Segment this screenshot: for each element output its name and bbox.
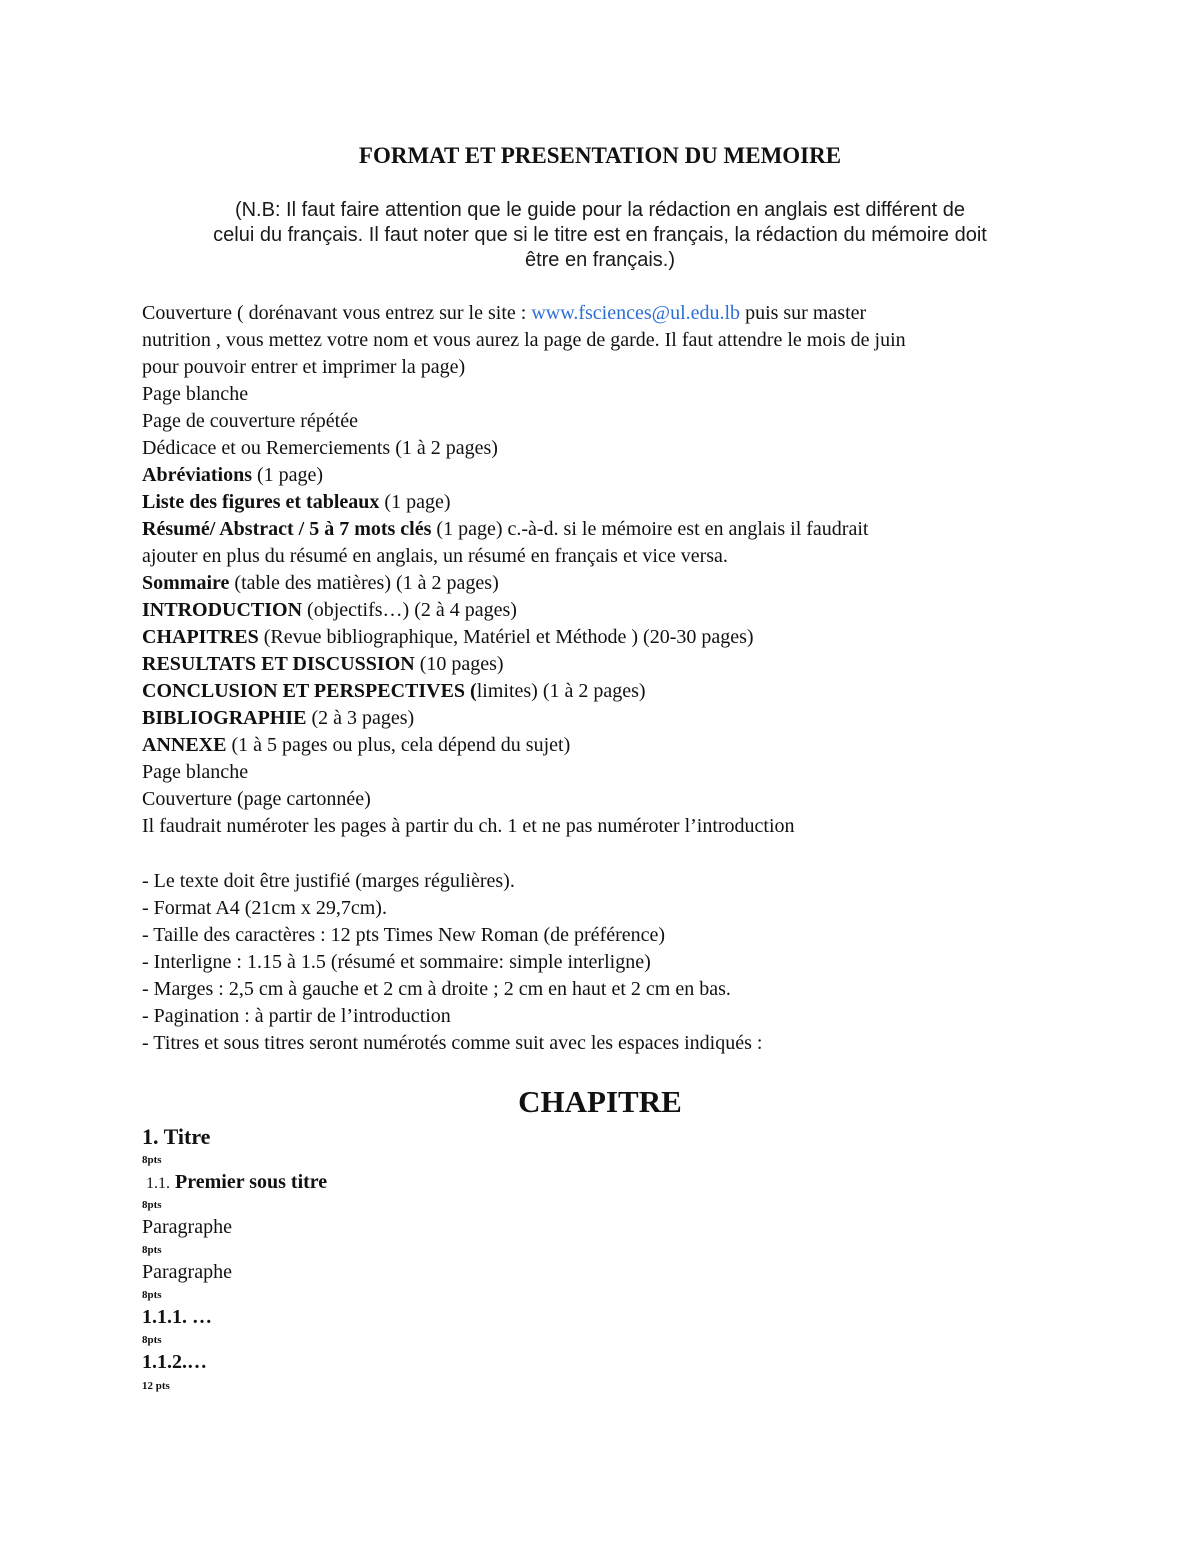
item-heading: CHAPITRES [142,626,259,648]
item-detail: (2 à 3 pages) [306,707,415,729]
rule-item: - Interligne : 1.15 à 1.5 (résumé et sommaire: simple interligne) [142,951,651,973]
item-heading: Sommaire [142,572,230,594]
list-item [142,624,1062,651]
item-heading: CONCLUSION ET PERSPECTIVES ( [142,680,477,702]
cover-intro-line: nutrition , vous mettez votre nom et vous aurez la page de garde. Il faut attendre le mois de juin [142,329,906,351]
item-heading: BIBLIOGRAPHIE [142,707,307,729]
spacing-label: 8pts [142,1289,162,1301]
list-item [142,489,1062,516]
list-item [142,651,1062,678]
item-heading: Résumé/ Abstract / 5 à 7 mots clés [142,518,432,540]
subsection-text: Premier sous titre [170,1171,328,1193]
list-item: Il faudrait numéroter les pages à partir du ch. 1 et ne pas numéroter l’introduction [142,815,795,837]
list-item: Page blanche [142,383,249,405]
document-title: FORMAT ET PRESENTATION DU MEMOIRE [358,143,842,168]
spacing-label: 8pts [142,1334,162,1346]
rule-item: - Format A4 (21cm x 29,7cm). [142,897,387,919]
example-subsection-title [146,1171,327,1194]
list-item [142,597,1062,624]
item-heading: Abréviations [142,464,252,486]
cover-intro-line [142,300,1062,327]
list-item: Couverture (page cartonnée) [142,788,371,810]
item-detail: (10 pages) [414,653,504,675]
item-detail: (1 page) [252,464,324,486]
website-link[interactable]: www.fsciences@ul.edu.lb [531,302,741,324]
nb-note-line: (N.B: Il faut faire attention que le guide pour la rédaction en anglais est différent de [234,199,966,221]
list-item [142,543,1062,570]
example-section-title: 1. Titre [142,1124,211,1149]
item-detail: (Revue bibliographique, Matériel et Méthode ) (20-30 pages) [258,626,754,648]
list-item [142,678,1062,705]
item-detail: (table des matières) (1 à 2 pages) [229,572,499,594]
example-paragraph: Paragraphe [142,1261,232,1283]
spacing-label: 8pts [142,1199,162,1211]
cover-intro-text: puis sur master [740,302,867,324]
spacing-label: 8pts [142,1154,162,1166]
example-chapter-heading: CHAPITRE [518,1084,682,1119]
format-rules [142,868,1062,1057]
item-detail: (1 page) [379,491,451,513]
item-heading: Liste des figures et tableaux [142,491,380,513]
list-item: Page blanche [142,761,249,783]
list-item [142,516,1062,543]
item-heading: ANNEXE [142,734,227,756]
rule-item: - Marges : 2,5 cm à gauche et 2 cm à droite ; 2 cm en haut et 2 cm en bas. [142,978,731,1000]
list-item: Page de couverture répétée [142,410,358,432]
contents-list [142,300,1062,840]
example-subsubsection: 1.1.1. … [142,1306,212,1328]
item-detail: (objectifs…) (2 à 4 pages) [302,599,517,621]
spacing-label: 8pts [142,1244,162,1256]
item-detail: ajouter en plus du résumé en anglais, un résumé en français et vice versa. [142,545,728,567]
item-detail: (1 page) c.-à-d. si le mémoire est en anglais il faudrait [431,518,869,540]
cover-intro-line: pour pouvoir entrer et imprimer la page) [142,356,466,378]
rule-item: - Titres et sous titres seront numérotés comme suit avec les espaces indiqués : [142,1032,763,1054]
spacing-label: 12 pts [142,1380,170,1392]
rule-item: - Le texte doit être justifié (marges régulières). [142,870,515,892]
list-item: Dédicace et ou Remerciements (1 à 2 pages) [142,437,498,459]
item-detail: limites) (1 à 2 pages) [476,680,646,702]
example-subsubsection: 1.1.2.… [142,1351,207,1373]
list-item [142,705,1062,732]
list-item [142,732,1062,759]
list-item [142,570,1062,597]
rule-item: - Taille des caractères : 12 pts Times New Roman (de préférence) [142,924,666,946]
item-heading: RESULTATS ET DISCUSSION [142,653,415,675]
item-detail: (1 à 5 pages ou plus, cela dépend du sujet) [226,734,571,756]
item-heading: INTRODUCTION [142,599,303,621]
nb-note-line: celui du français. Il faut noter que si le titre est en français, la rédaction du mémoire doit [213,224,987,246]
example-paragraph: Paragraphe [142,1216,232,1238]
nb-note [142,198,1058,273]
nb-note-line: être en français.) [524,249,676,271]
cover-intro-text: Couverture ( dorénavant vous entrez sur le site : [142,302,532,324]
subsection-number: 1.1. [146,1175,170,1192]
list-item [142,462,1062,489]
rule-item: - Pagination : à partir de l’introduction [142,1005,451,1027]
